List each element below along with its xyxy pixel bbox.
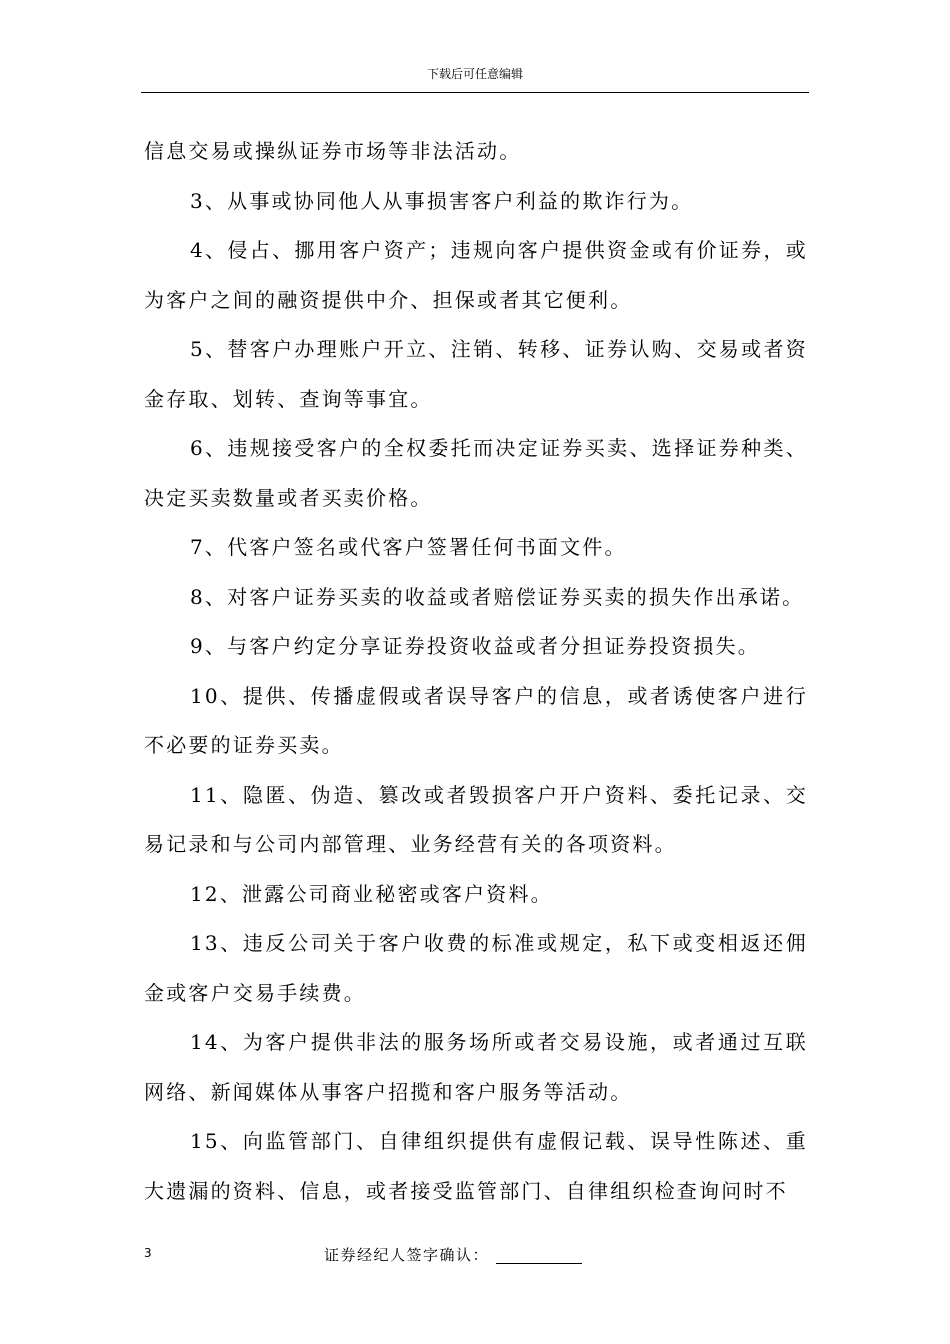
document-body — [144, 127, 808, 1216]
paragraph: 11、隐匿、伪造、篡改或者毁损客户开户资料、委托记录、交易记录和与公司内部管理、业务经营有关的各项资料。 — [144, 782, 808, 856]
paragraph: 7、代客户签名或代客户签署任何书面文件。 — [190, 535, 627, 559]
paragraph: 12、泄露公司商业秘密或客户资料。 — [190, 881, 553, 906]
paragraph: 10、提供、传播虚假或者误导客户的信息，或者诱使客户进行不必要的证券买卖。 — [144, 683, 808, 757]
page-footer — [0, 1244, 950, 1268]
paragraph: 3、从事或协同他人从事损害客户利益的欺诈行为。 — [190, 188, 694, 213]
paragraph: 15、向监管部门、自律组织提供有虚假记载、误导性陈述、重大遗漏的资料、信息，或者接受监管部门、自律组织检查询问时不 — [144, 1129, 808, 1203]
page-header: 下载后可任意编辑 — [426, 67, 523, 81]
signature-label: 证券经纪人签字确认： — [324, 1246, 490, 1264]
paragraph: 4、侵占、挪用客户资产；违规向客户提供资金或有价证券，或为客户之间的融资提供中介、担保或者其它便利。 — [144, 238, 808, 312]
page-number: 3 — [144, 1246, 152, 1260]
paragraph: 6、违规接受客户的全权委托而决定证券买卖、选择证券种类、决定买卖数量或者买卖价格。 — [144, 436, 808, 510]
paragraph: 13、违反公司关于客户收费的标准或规定，私下或变相返还佣金或客户交易手续费。 — [144, 931, 808, 1005]
signature-line — [496, 1263, 582, 1264]
header-divider — [141, 92, 809, 93]
paragraph: 14、为客户提供非法的服务场所或者交易设施，或者通过互联网络、新闻媒体从事客户招揽和客户服务等活动。 — [144, 1030, 808, 1104]
paragraph: 信息交易或操纵证券市场等非法活动。 — [144, 139, 522, 163]
paragraph: 5、替客户办理账户开立、注销、转移、证券认购、交易或者资金存取、划转、查询等事宜。 — [144, 337, 808, 411]
paragraph: 8、对客户证券买卖的收益或者赔偿证券买卖的损失作出承诺。 — [190, 584, 805, 609]
paragraph: 9、与客户约定分享证券投资收益或者分担证券投资损失。 — [190, 634, 760, 658]
